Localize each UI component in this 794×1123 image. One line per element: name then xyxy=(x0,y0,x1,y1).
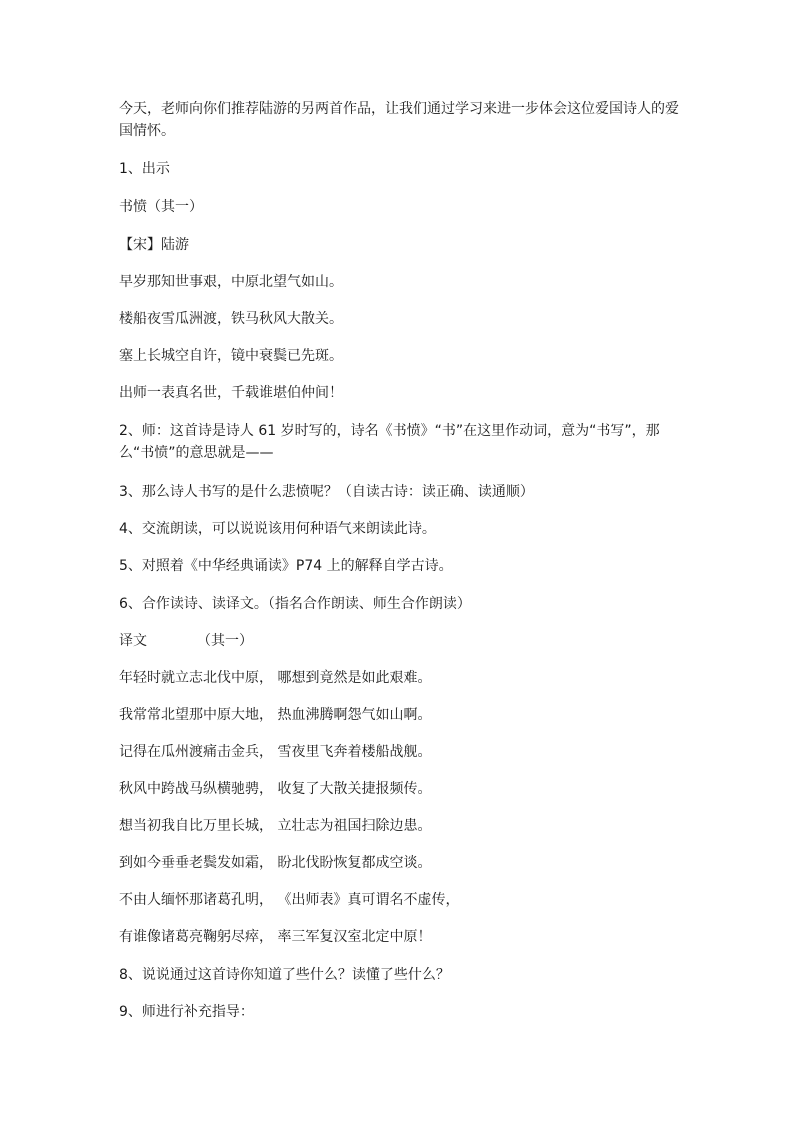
step-5: 5、对照着《中华经典诵读》P74 上的解释自学古诗。 xyxy=(119,558,453,574)
poem-line: 塞上长城空自许，镜中衰鬓已先斑。 xyxy=(119,348,343,364)
translation-line: 有谁像诸葛亮鞠躬尽瘁， 率三军复汉室北定中原！ xyxy=(119,929,432,945)
translation-line: 不由人缅怀那诸葛孔明， 《出师表》真可谓名不虚传， xyxy=(119,892,460,908)
step-8: 8、说说通过这首诗你知道了些什么？读懂了些什么？ xyxy=(119,967,450,983)
step-6: 6、合作读诗、读译文。（指名合作朗读、师生合作朗读） xyxy=(119,596,471,612)
poem-line: 出师一表真名世，千载谁堪伯仲间！ xyxy=(119,385,343,401)
step-2: 2、师：这首诗是诗人 61 岁时写的，诗名《书愤》“书”在这里作动词，意为“书写”，那么“书愤”的意思就是—— xyxy=(119,423,660,461)
translation-note: （其一） xyxy=(197,633,253,649)
step-3: 3、那么诗人书写的是什么悲愤呢？（自读古诗：读正确、读通顺） xyxy=(119,484,534,500)
poem-line: 早岁那知世事艰，中原北望气如山。 xyxy=(119,274,343,290)
poem-line: 楼船夜雪瓜洲渡，铁马秋风大散关。 xyxy=(119,311,343,327)
translation-line: 秋风中跨战马纵横驰骋， 收复了大散关捷报频传。 xyxy=(119,781,432,797)
translation-line: 记得在瓜州渡痛击金兵， 雪夜里飞奔着楼船战舰。 xyxy=(119,744,432,760)
intro-paragraph: 今天，老师向你们推荐陆游的另两首作品，让我们通过学习来进一步体会这位爱国诗人的爱国情怀。 xyxy=(119,101,679,139)
step-4: 4、交流朗读，可以说说该用何种语气来朗读此诗。 xyxy=(119,521,436,537)
translation-line: 年轻时就立志北伐中原， 哪想到竟然是如此艰难。 xyxy=(119,670,432,686)
poem-author: 【宋】陆游 xyxy=(119,237,189,253)
translation-heading xyxy=(119,630,685,652)
translation-line: 想当初我自比万里长城， 立壮志为祖国扫除边患。 xyxy=(119,818,432,834)
step-1: 1、出示 xyxy=(119,161,170,177)
poem-title: 书愤（其一） xyxy=(119,199,203,215)
translation-line: 我常常北望那中原大地， 热血沸腾啊怨气如山啊。 xyxy=(119,707,432,723)
translation-label: 译文 xyxy=(119,633,147,649)
step-9: 9、师进行补充指导： xyxy=(119,1004,254,1020)
translation-line: 到如今垂垂老鬓发如霜， 盼北伐盼恢复都成空谈。 xyxy=(119,855,432,871)
